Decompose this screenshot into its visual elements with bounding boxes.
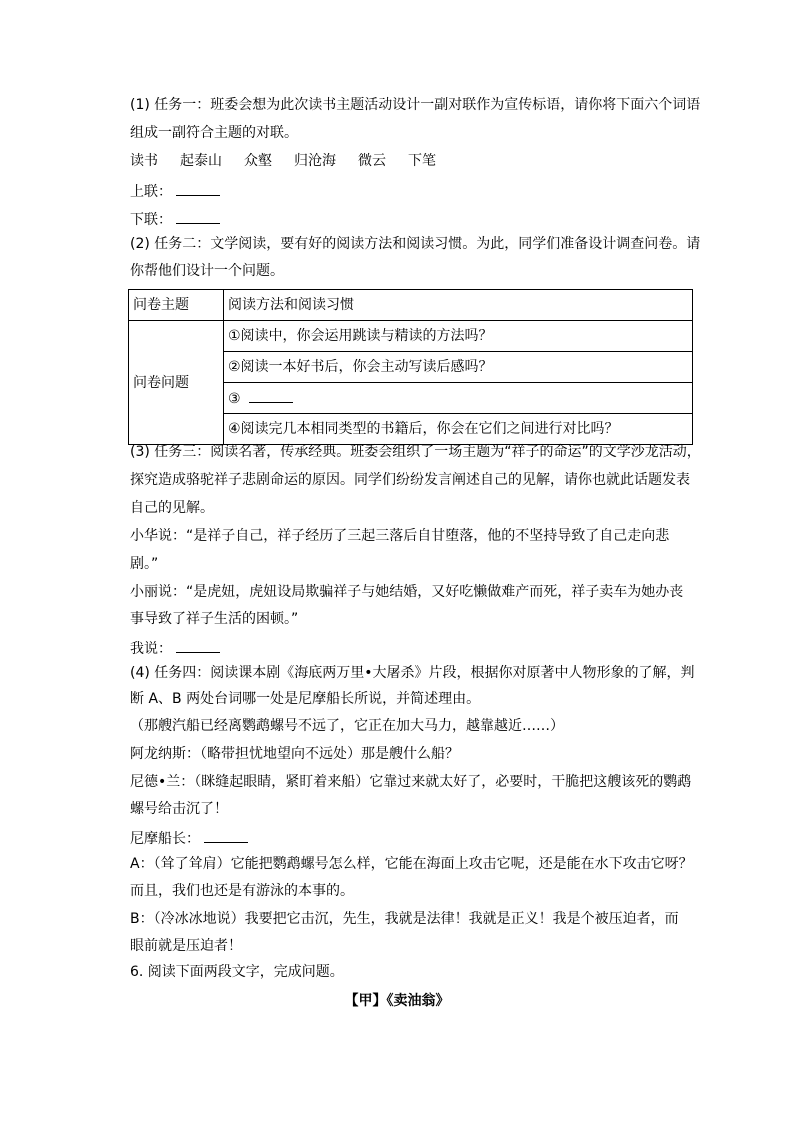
passage-title: 【甲】《卖油翁》 [344,993,450,1009]
nemo-blank[interactable] [204,828,248,843]
word-item: 众壑 [244,153,272,169]
survey-question-2: ②阅读一本好书后，你会主动写读后感吗？ [224,352,693,383]
task1-intro-line2: 组成一副符合主题的对联。 [130,125,298,141]
my-opinion-line [130,638,220,658]
word-item: 起泰山 [180,153,222,169]
upper-couplet-label: 上联： [130,184,172,200]
my-opinion-blank[interactable] [176,638,220,653]
stage-direction: （那艘汽船已经离鹦鹉螺号不远了，它正在加大马力，越靠越近……） [130,718,564,734]
my-opinion-label: 我说： [130,641,172,657]
task1-intro-line1: (1) 任务一：班委会想为此次读书主题活动设计一副对联作为宣传标语，请你将下面六个词语 [130,97,701,113]
upper-couplet-blank[interactable] [176,181,220,196]
survey-question-3-cell [224,383,693,414]
lower-couplet-line [130,209,220,229]
survey-topic-label: 问卷主题 [129,290,224,321]
option-b-line2: 眼前就是压迫者！ [130,938,242,954]
nemo-line [130,828,248,848]
task2-intro-line1: (2) 任务二：文学阅读，要有好的阅读方法和阅读习惯。为此，同学们准备设计调查问卷。请 [130,236,701,252]
task1-word-list [130,152,458,170]
survey-question-4: ④阅读完几本相同类型的书籍后，你会在它们之间进行对比吗？ [224,414,693,445]
xiaoli-line2: 事导致了祥子生活的困顿。” [130,611,299,627]
ned-line2: 螺号给击沉了！ [130,801,228,817]
survey-table [128,289,693,445]
survey-question-3-blank[interactable] [249,388,293,403]
upper-couplet-line [130,181,220,201]
word-item: 下笔 [408,153,436,169]
survey-question-3-label: ③ [228,391,241,407]
word-item: 读书 [130,153,158,169]
task3-intro-line3: 自己的见解。 [130,500,214,516]
xiaohua-line1: 小华说：“是祥子自己，祥子经历了三起三落后自甘堕落，他的不坚持导致了自己走向悲 [130,528,670,544]
word-item: 归沧海 [294,153,336,169]
option-a-line1: A：（耸了耸肩）它能把鹦鹉螺号怎么样，它能在海面上攻击它呢，还是能在水下攻击它呀？ [130,856,693,872]
xiaohua-line2: 剧。” [130,556,159,572]
survey-question-1: ①阅读中，你会运用跳读与精读的方法吗？ [224,321,693,352]
aronnax-line: 阿龙纳斯：（略带担忧地望向不远处）那是艘什么船？ [130,746,459,762]
survey-questions-label: 问卷问题 [129,321,224,445]
lower-couplet-blank[interactable] [176,209,220,224]
ned-line1: 尼德•兰：（眯缝起眼睛，紧盯着来船）它靠过来就太好了，必要时，干脆把这艘该死的鹦鹉 [130,774,692,790]
question-6-line: 6. 阅读下面两段文字，完成问题。 [130,964,344,980]
word-item: 微云 [358,153,386,169]
lower-couplet-label: 下联： [130,212,172,228]
option-a-line2: 而且，我们也还是有游泳的本事的。 [130,883,354,899]
option-b-line1: B：（冷冰冰地说）我要把它击沉，先生，我就是法律！我就是正义！我是个被压迫者，而 [130,911,679,927]
table-row [129,321,693,352]
task3-intro-line1: (3) 任务三：阅读名著，传承经典。班委会组织了一场主题为“祥子的命运”的文学沙龙活动， [130,444,701,460]
task2-intro-line2: 你帮他们设计一个问题。 [130,263,284,279]
table-row [129,290,693,321]
task3-intro-line2: 探究造成骆驼祥子悲剧命运的原因。同学们纷纷发言阐述自己的见解，请你也就此话题发表 [130,472,690,488]
nemo-label: 尼摩船长： [130,831,200,847]
task4-intro-line1: (4) 任务四：阅读课本剧《海底两万里•大屠杀》片段，根据你对原著中人物形象的了解，判 [130,665,695,681]
xiaoli-line1: 小丽说：“是虎妞，虎妞设局欺骗祥子与她结婚，又好吃懒做难产而死，祥子卖车为她办丧 [130,584,684,600]
task4-intro-line2: 断 A、B 两处台词哪一处是尼摩船长所说，并简述理由。 [130,691,481,707]
survey-topic-value: 阅读方法和阅读习惯 [224,290,693,321]
